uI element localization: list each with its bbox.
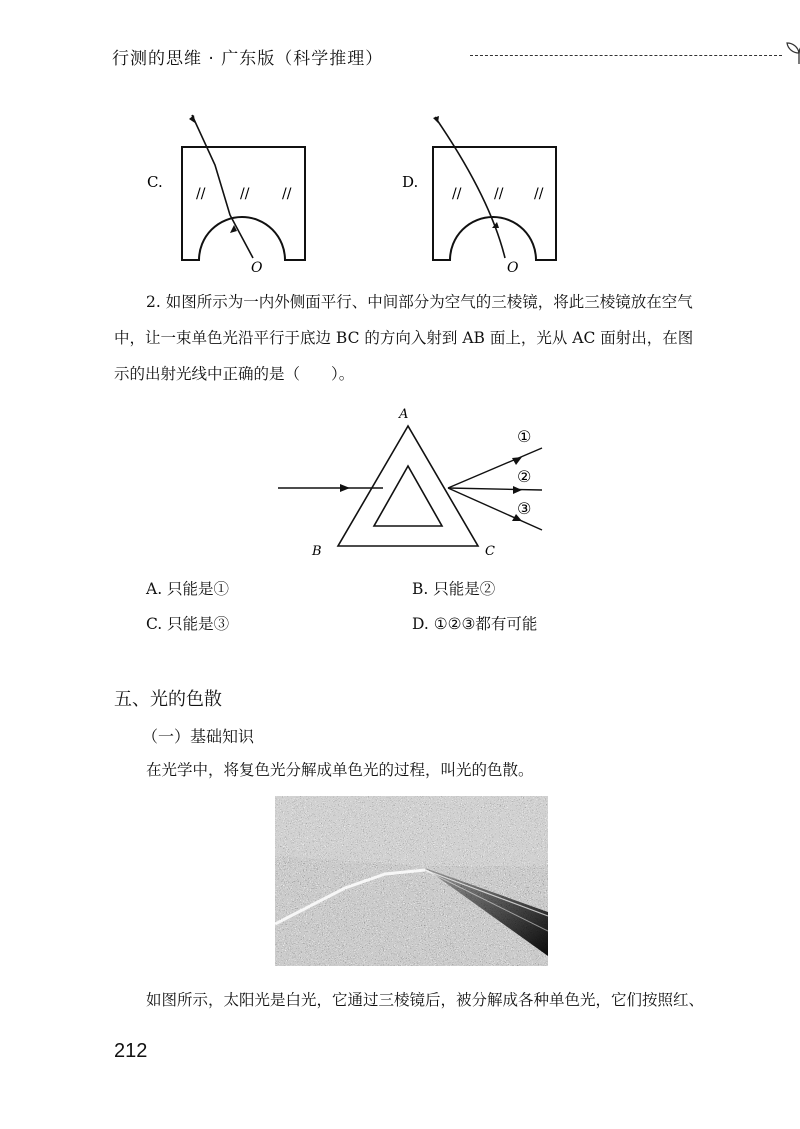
ray-label-1: ① <box>517 427 532 446</box>
vertex-a: A <box>399 407 409 422</box>
block-c <box>182 147 305 260</box>
dispersion-photo-graphic <box>275 796 548 966</box>
origin-d: O <box>507 260 519 276</box>
glass-mark: // <box>452 186 462 202</box>
section-definition: 在光学中，将复色光分解成单色光的过程，叫光的色散。 <box>146 761 534 779</box>
section-caption-line: 如图所示，太阳光是白光，它通过三棱镜后，被分解成各种单色光，它们按照红、 <box>146 991 705 1009</box>
ray-2 <box>448 488 542 490</box>
question2-line1: 2. 如图所示为一内外侧面平行、中间部分为空气的三棱镜，将此三棱镜放在空气 <box>146 293 693 311</box>
vertex-c: C <box>485 544 495 559</box>
prism-inner <box>374 466 442 526</box>
glass-mark: // <box>494 186 504 202</box>
glass-mark: // <box>240 186 250 202</box>
option-a: A. 只能是① <box>146 580 230 598</box>
header-rule <box>470 55 782 56</box>
section-title: 五、光的色散 <box>114 689 222 710</box>
section-subtitle: （一）基础知识 <box>142 727 255 746</box>
dispersion-photo <box>275 796 548 966</box>
option-d-label: D. <box>402 173 419 191</box>
options-cd-figure <box>130 105 570 280</box>
incident-arrow <box>340 484 350 492</box>
header-title: 行测的思维 · 广东版（科学推理） <box>112 49 384 69</box>
option-d: D. ①②③都有可能 <box>412 615 538 633</box>
ray-2-arrow <box>513 486 522 494</box>
option-b: B. 只能是② <box>412 580 496 598</box>
glass-mark: // <box>196 186 206 202</box>
glass-mark: // <box>534 186 544 202</box>
ray-label-2: ② <box>517 467 532 486</box>
question2-line2: 中，让一束单色光沿平行于底边 BC 的方向入射到 AB 面上，光从 AC 面射出，在图 <box>114 329 694 347</box>
page-number: 212 <box>114 1040 148 1062</box>
arrow-d-upper <box>433 116 439 123</box>
running-header <box>112 40 712 70</box>
prism-outer <box>338 426 478 546</box>
sprout-icon <box>784 40 800 66</box>
question2-line3: 示的出射光线中正确的是（ ）。 <box>114 365 355 383</box>
block-d <box>433 147 556 260</box>
prism-figure <box>270 404 560 564</box>
vertex-b: B <box>312 544 322 559</box>
glass-mark: // <box>282 186 292 202</box>
origin-c: O <box>251 260 263 276</box>
option-c-label: C. <box>147 173 163 191</box>
option-c: C. 只能是③ <box>146 615 230 633</box>
ray-label-3: ③ <box>517 499 532 518</box>
ray-1-arrow <box>512 457 522 465</box>
